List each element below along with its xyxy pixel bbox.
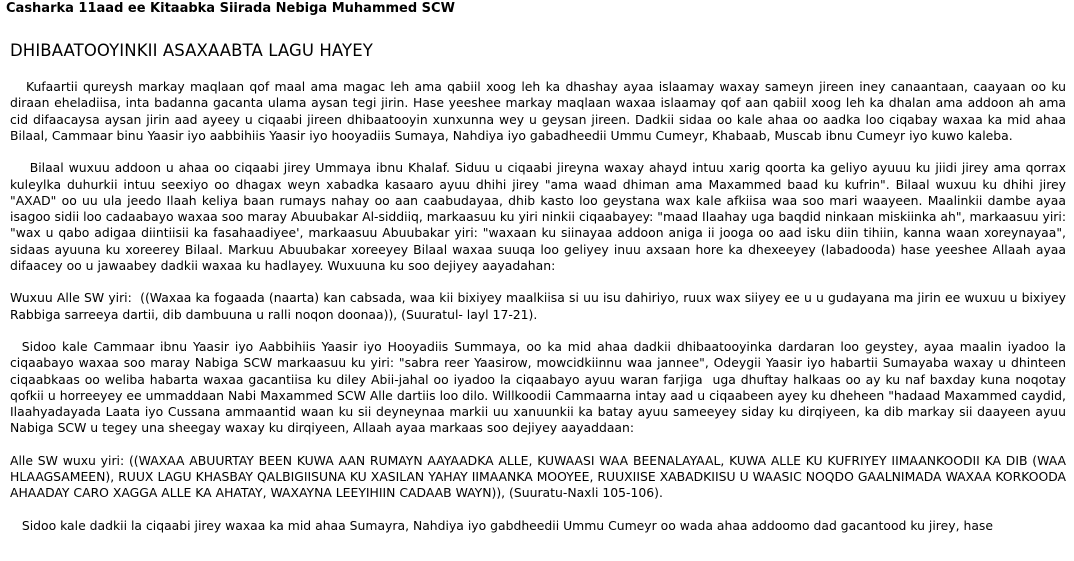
paragraph-cammaar: Sidoo kale Cammaar ibnu Yaasir iyo Aabbihiis Yaasir iyo Hooyadiis Summaya, oo ka mid ahaa dadkii dhibaatooyinka dardaran loo geystey, ayaa maalin iyadoo la ciqaabayo waxaa soo maray Nabiga SCW markaasuu ku yiri: "sabra reer Yaasirow, mowcidkiinnu waa jannee", Odeygii Yaasir iyo habartii Sumayaba waxay u dhinteen ciqaabkaas oo weliba habarta waxaa gacantiisa ku diley Abii-jahal oo iyadoo la ciqaabayo ayuu waran farjiga uga dhuftay halkaas oo ay ku naf baxday kuna noqotay qofkii u horreeyey ee ummaddaan Nabi Maxammed SCW Alle dartiis loo dilo. Willkoodii Cammaarna intay aad u ciqaabeen ayey ku dheheen "hadaad Maxammed caydid, Ilaahyadayada Laata iyo Cussana ammaantid waan ku sii deyneynaa markii uu xanuunkii ka batay ayuu sameeyey siday ku dirqiyeen, ka dib markay sii daayeen ayuu Nabiga SCW u tegey una sheegay waxay ku dirqiyeen, Allaah ayaa markaas soo dejiyey aayaddaan: (10, 339, 1070, 436)
paragraph-intro: Kufaartii qureysh markay maqlaan qof maal ama magac leh ama qabiil xoog leh ka dhashay ayaa islaamay waxay sameyn jireen iney canaantaan, caayaan oo ku diraan eheladiisa, inta badanna gacanta ulama aysan tegi jirin. Hase yeeshee markay maqlaan waxaa islaamay qof aan qabiil xoog leh ka dhalan ama addoon ah ama cid difaacaysa aysan jirin aad ayeey u ciqaabi jireen dhibaatooyin xunxunna wey u geysan jireen. Dadkii sidaa oo kale ahaa oo aadka loo ciqabay waxaa ka mid ahaa Bilaal, Cammaar binu Yaasir iyo aabbihiis Yaasir iyo hooyadiis Sumaya, Nahdiya iyo gabadheedii Ummu Cumeyr, Khabaab, Muscab ibnu Cumeyr iyo kuwo kaleba. (10, 79, 1070, 143)
document-title: Casharka 11aad ee Kitaabka Siirada Nebiga Muhammed SCW (6, 1, 455, 16)
paragraph-quote-layl: Wuxuu Alle SW yiri: ((Waxaa ka fogaada (naarta) kan cabsada, waa kii bixiyey maalkiisa si uu isu dahiriyo, ruux wax siiyey ee u u gudayana ma jirin ee wuxuu u bixiyey Rabbiga sarreeya dartii, dib dambuuna u ralli noqon doonaa)), (Suuratul- layl 17-21). (10, 290, 1070, 322)
paragraph-sumayra: Sidoo kale dadkii la ciqaabi jirey waxaa ka mid ahaa Sumayra, Nahdiya iyo gabdheedii Ummu Cumeyr oo wada ahaa addoomo dad gacantood ku jirey, hase (10, 517, 993, 533)
paragraph-bilaal: Bilaal wuxuu addoon u ahaa oo ciqaabi jirey Ummaya ibnu Khalaf. Siduu u ciqaabi jireyna waxay ahayd intuu xarig qoorta ka geliyo ayuuu ku jiidi jirey ama qorrax kuleylka duhurkii intuu seexiyo oo dhagax weyn xabadka kasaaro ayuu dhihi jirey "ama waad dhiman ama Maxammed baad ku kufrin". Bilaal wuxuu ku dhihi jirey "AXAD" oo uu ula jeedo Ilaah keliya baan rumays nahay oo aan caabudayaa, dhib kasto loo geystana wax kale afkiisa waa soo mari waayeen. Maalinkii dambe ayaa isagoo sidii loo cadaabayo waxaa soo maray Abuubakar Al-siddiiq, markaasuu ku yiri ninkii ciqaabayey: "maad Ilaahay uga baqdid ninkaan miskiinka ah", markaasuu yiri: "wax u qabo adigaa diintiisii ka fasahaadiyee', markaasuu Abuubakar yiri: "waxaan ku siinayaa addoon aniga ii jooga oo aad isku diin tihiin, kanna waan xoreynayaa", sidaas ayuuna ku xoreerey Bilaal. Markuu Abuubakar xoreeyey Bilaal waxaa suuqa loo geliyey inuu axsaan hore ka dhexeeyey (labadooda) hase yeeshee Allaah ayaa difaacey oo u jawaabey dadkii waxaa ku hadlayey. Wuxuuna ku soo dejiyey aayadahan: (10, 160, 1070, 273)
section-heading: DHIBAATOOYINKII ASAXAABTA LAGU HAYEY (10, 41, 373, 60)
article-body (10, 79, 1070, 534)
paragraph-quote-naxli: Alle SW wuxu yiri: ((WAXAA ABUURTAY BEEN KUWA AAN RUMAYN AAYAADKA ALLE, KUWAASI WAA BEENALAYAAL, KUWA ALLE KU KUFRIYEY IIMAANKOODII KA DIB (WAA HLAAGSAMEEN), RUUX LAGU KHASBAY QALBIGIISUNA KU XASILAN YAHAY IIMAANKA MOOYEE, RUUXIISE XABADKIISU U WAASIC NOQDO GAALNIMADA WAXAA KORKOODA AHAADAY CARO XAGGA ALLE KA AHATAY, WAXAYNA LEEYIHIIN CADAAB WAYN)), (Suuratu-Naxli 105-106). (10, 452, 1070, 501)
